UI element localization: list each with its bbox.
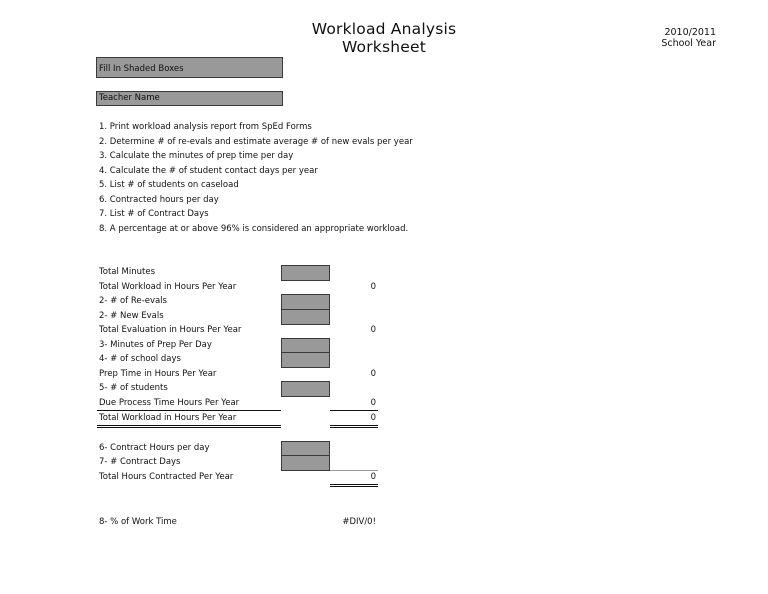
due-process-value: 0 [370, 398, 376, 408]
school-year-label: School Year [661, 38, 716, 49]
instruction-item-8: 8. A percentage at or above 96% is considered an appropriate workload. [99, 224, 409, 234]
row-label-total-workload-hours: Total Workload in Hours Per Year [99, 282, 237, 292]
row-label-work-time: 8- % of Work Time [99, 517, 177, 527]
total-underline [97, 425, 281, 426]
row-label-total-minutes: Total Minutes [99, 267, 156, 277]
total-value-underline-double [330, 427, 378, 428]
new-evals-input[interactable] [281, 309, 330, 325]
row-label-prep-time: Prep Time in Hours Per Year [99, 369, 217, 379]
instruction-item-6: 6. Contracted hours per day [99, 195, 219, 205]
row-label-new-evals: 2- # New Evals [99, 311, 164, 321]
teacher-name-label: Teacher Name [99, 93, 160, 103]
value-divider [330, 410, 378, 411]
row-label-school-days: 4- # of school days [99, 354, 181, 364]
page-title [284, 20, 484, 56]
row-label-total-evaluation: Total Evaluation in Hours Per Year [99, 325, 242, 335]
title-line-1: Workload Analysis [311, 20, 457, 38]
row-label-total-contracted: Total Hours Contracted Per Year [99, 472, 234, 482]
contracted-underline-double [330, 486, 378, 487]
school-year-value: 2010/2011 [664, 27, 716, 38]
students-input[interactable] [281, 381, 330, 397]
total-value-underline [330, 425, 378, 426]
contract-days-input[interactable] [281, 455, 330, 471]
title-line-2: Worksheet [341, 38, 427, 56]
row-divider [97, 410, 281, 411]
row-label-contract-days: 7- # Contract Days [99, 457, 181, 467]
teacher-name-field[interactable] [96, 91, 283, 106]
total-minutes-input[interactable] [281, 265, 330, 281]
row-label-contract-hours: 6- Contract Hours per day [99, 443, 210, 453]
instruction-item-5: 5. List # of students on caseload [99, 180, 239, 190]
contracted-underline [330, 484, 378, 485]
total-contracted-value: 0 [370, 472, 376, 482]
instruction-item-2: 2. Determine # of re-evals and estimate average # of new evals per year [99, 137, 413, 147]
instruction-item-4: 4. Calculate the # of student contact days per year [99, 166, 318, 176]
row-label-due-process: Due Process Time Hours Per Year [99, 398, 240, 408]
work-time-value: #DIV/0! [342, 517, 376, 527]
fill-in-shaded-boxes-field[interactable] [96, 57, 283, 78]
instruction-item-1: 1. Print workload analysis report from SpEd Forms [99, 122, 312, 132]
instruction-item-7: 7. List # of Contract Days [99, 209, 209, 219]
school-days-input[interactable] [281, 352, 330, 368]
total-underline-double [97, 427, 281, 428]
total-workload-final-value: 0 [370, 413, 376, 423]
fill-in-label: Fill In Shaded Boxes [99, 64, 184, 74]
school-year [650, 27, 716, 49]
instruction-item-3: 3. Calculate the minutes of prep time per day [99, 151, 294, 161]
contract-divider [330, 470, 378, 471]
row-label-total-workload-final: Total Workload in Hours Per Year [99, 413, 237, 423]
row-label-re-evals: 2- # of Re-evals [99, 296, 167, 306]
total-workload-hours-value: 0 [370, 282, 376, 292]
total-evaluation-value: 0 [370, 325, 376, 335]
row-label-prep-minutes: 3- Minutes of Prep Per Day [99, 340, 212, 350]
re-evals-input[interactable] [281, 294, 330, 310]
prep-time-value: 0 [370, 369, 376, 379]
row-label-students: 5- # of students [99, 383, 168, 393]
